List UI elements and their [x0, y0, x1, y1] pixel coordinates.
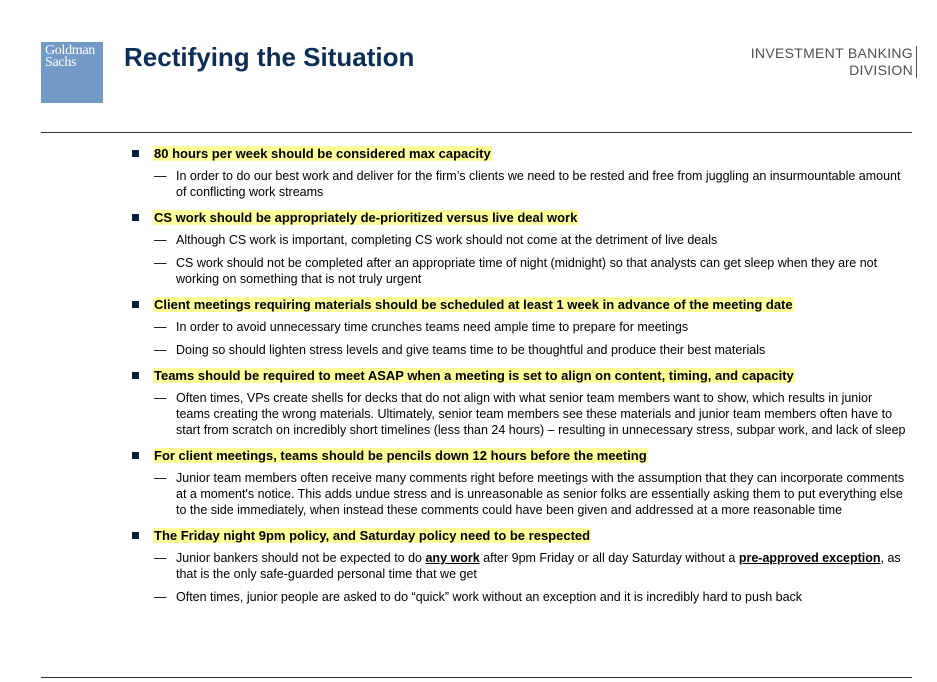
bullet-text-part: after 9pm Friday or all day Saturday without a: [479, 551, 739, 565]
bullet-text: CS work should not be completed after an appropriate time of night (midnight) so that analysts can get sleep when they are not working on something that is not truly urgent: [176, 256, 878, 286]
bullet-text: In order to do our best work and deliver for the firm’s clients we need to be rested and free from juggling an insurmountable amount of conflicting work streams: [176, 169, 901, 199]
division-line-2: DIVISION: [849, 62, 913, 78]
logo-line-2: Sachs: [45, 55, 77, 70]
content-body: [132, 144, 912, 613]
page-title: Rectifying the Situation: [124, 42, 415, 72]
dash-icon: —: [154, 233, 167, 247]
section-heading: [132, 295, 912, 313]
dash-icon: —: [154, 169, 167, 183]
dash-icon: —: [154, 256, 167, 270]
bullet-text: Doing so should lighten stress levels and give teams time to be thoughtful and produce their best materials: [176, 343, 766, 357]
division-divider: [916, 46, 917, 78]
division-label: [751, 45, 913, 79]
section-weekend-policy: [132, 526, 912, 605]
heading-text: Teams should be required to meet ASAP when a meeting is set to align on content, timing, and capacity: [154, 367, 794, 383]
bullet-text-part: Junior bankers should not be expected to do: [176, 551, 426, 565]
division-line-1: INVESTMENT BANKING: [750, 45, 913, 61]
heading-text: 80 hours per week should be considered max capacity: [154, 145, 491, 161]
section-client-meetings: [132, 295, 912, 358]
dash-icon: —: [154, 551, 167, 565]
section-heading: [132, 144, 912, 162]
dash-icon: —: [154, 320, 167, 334]
header-rule: [41, 132, 912, 133]
bullet-text: In order to avoid unnecessary time crunches teams need ample time to prepare for meetings: [176, 320, 689, 334]
section-max-capacity: [132, 144, 912, 200]
sub-bullet: [132, 390, 912, 438]
section-heading: [132, 446, 912, 464]
square-bullet-icon: [132, 150, 139, 157]
square-bullet-icon: [132, 452, 139, 459]
square-bullet-icon: [132, 301, 139, 308]
sub-bullet: [132, 342, 912, 358]
bullet-text: Often times, junior people are asked to do “quick” work without an exception and it is incredibly hard to push back: [176, 590, 803, 604]
square-bullet-icon: [132, 532, 139, 539]
dash-icon: —: [154, 343, 167, 357]
goldman-sachs-logo: [41, 42, 103, 103]
heading-text: CS work should be appropriately de-prioritized versus live deal work: [154, 209, 578, 225]
emphasis-any-work: any work: [425, 551, 480, 565]
footer-rule: [41, 677, 912, 678]
dash-icon: —: [154, 391, 167, 405]
heading-text: Client meetings requiring materials should be scheduled at least 1 week in advance of the meeting date: [154, 296, 793, 312]
sub-bullet: [132, 319, 912, 335]
bullet-text: Although CS work is important, completing CS work should not come at the detriment of live deals: [176, 233, 718, 247]
square-bullet-icon: [132, 214, 139, 221]
emphasis-pre-approved-exception: pre-approved exception: [738, 551, 881, 565]
bullet-text: Often times, VPs create shells for decks that do not align with what senior team members want to show, which results in junior teams creating the wrong materials. Ultimately, senior team members see these materials and junior team members often have to start from scratch on incredibly short timelines (less than 24 hours) – resulting in unnecessary stress, subpar work, and lack of sleep: [176, 391, 906, 437]
sub-bullet: [132, 255, 912, 287]
bullet-text: Junior team members often receive many comments right before meetings with the assumption that they can incorporate comments at a moment's notice. This adds undue stress and is unreasonable as senior folks are essentially asking them to put everything else to the side immediately, when instead these comments could have been given and addressed at a more reasonable time: [176, 471, 905, 517]
logo-line-1: Goldman: [45, 43, 96, 58]
sub-bullet: [132, 470, 912, 518]
sub-bullet: [132, 589, 912, 605]
heading-text: The Friday night 9pm policy, and Saturday policy need to be respected: [154, 527, 591, 543]
dash-icon: —: [154, 590, 167, 604]
section-cs-work: [132, 208, 912, 287]
section-pencils-down: [132, 446, 912, 518]
sub-bullet: [132, 550, 912, 582]
bullet-text: [176, 550, 906, 582]
section-heading: [132, 526, 912, 544]
section-team-alignment: [132, 366, 912, 438]
sub-bullet: [132, 168, 912, 200]
sub-bullet: [132, 232, 912, 248]
section-heading: [132, 208, 912, 226]
dash-icon: —: [154, 471, 167, 485]
heading-text: For client meetings, teams should be pencils down 12 hours before the meeting: [154, 447, 647, 463]
bullet-text-part: , as that is the only safe-guarded personal time that we get: [176, 551, 901, 581]
square-bullet-icon: [132, 372, 139, 379]
section-heading: [132, 366, 912, 384]
